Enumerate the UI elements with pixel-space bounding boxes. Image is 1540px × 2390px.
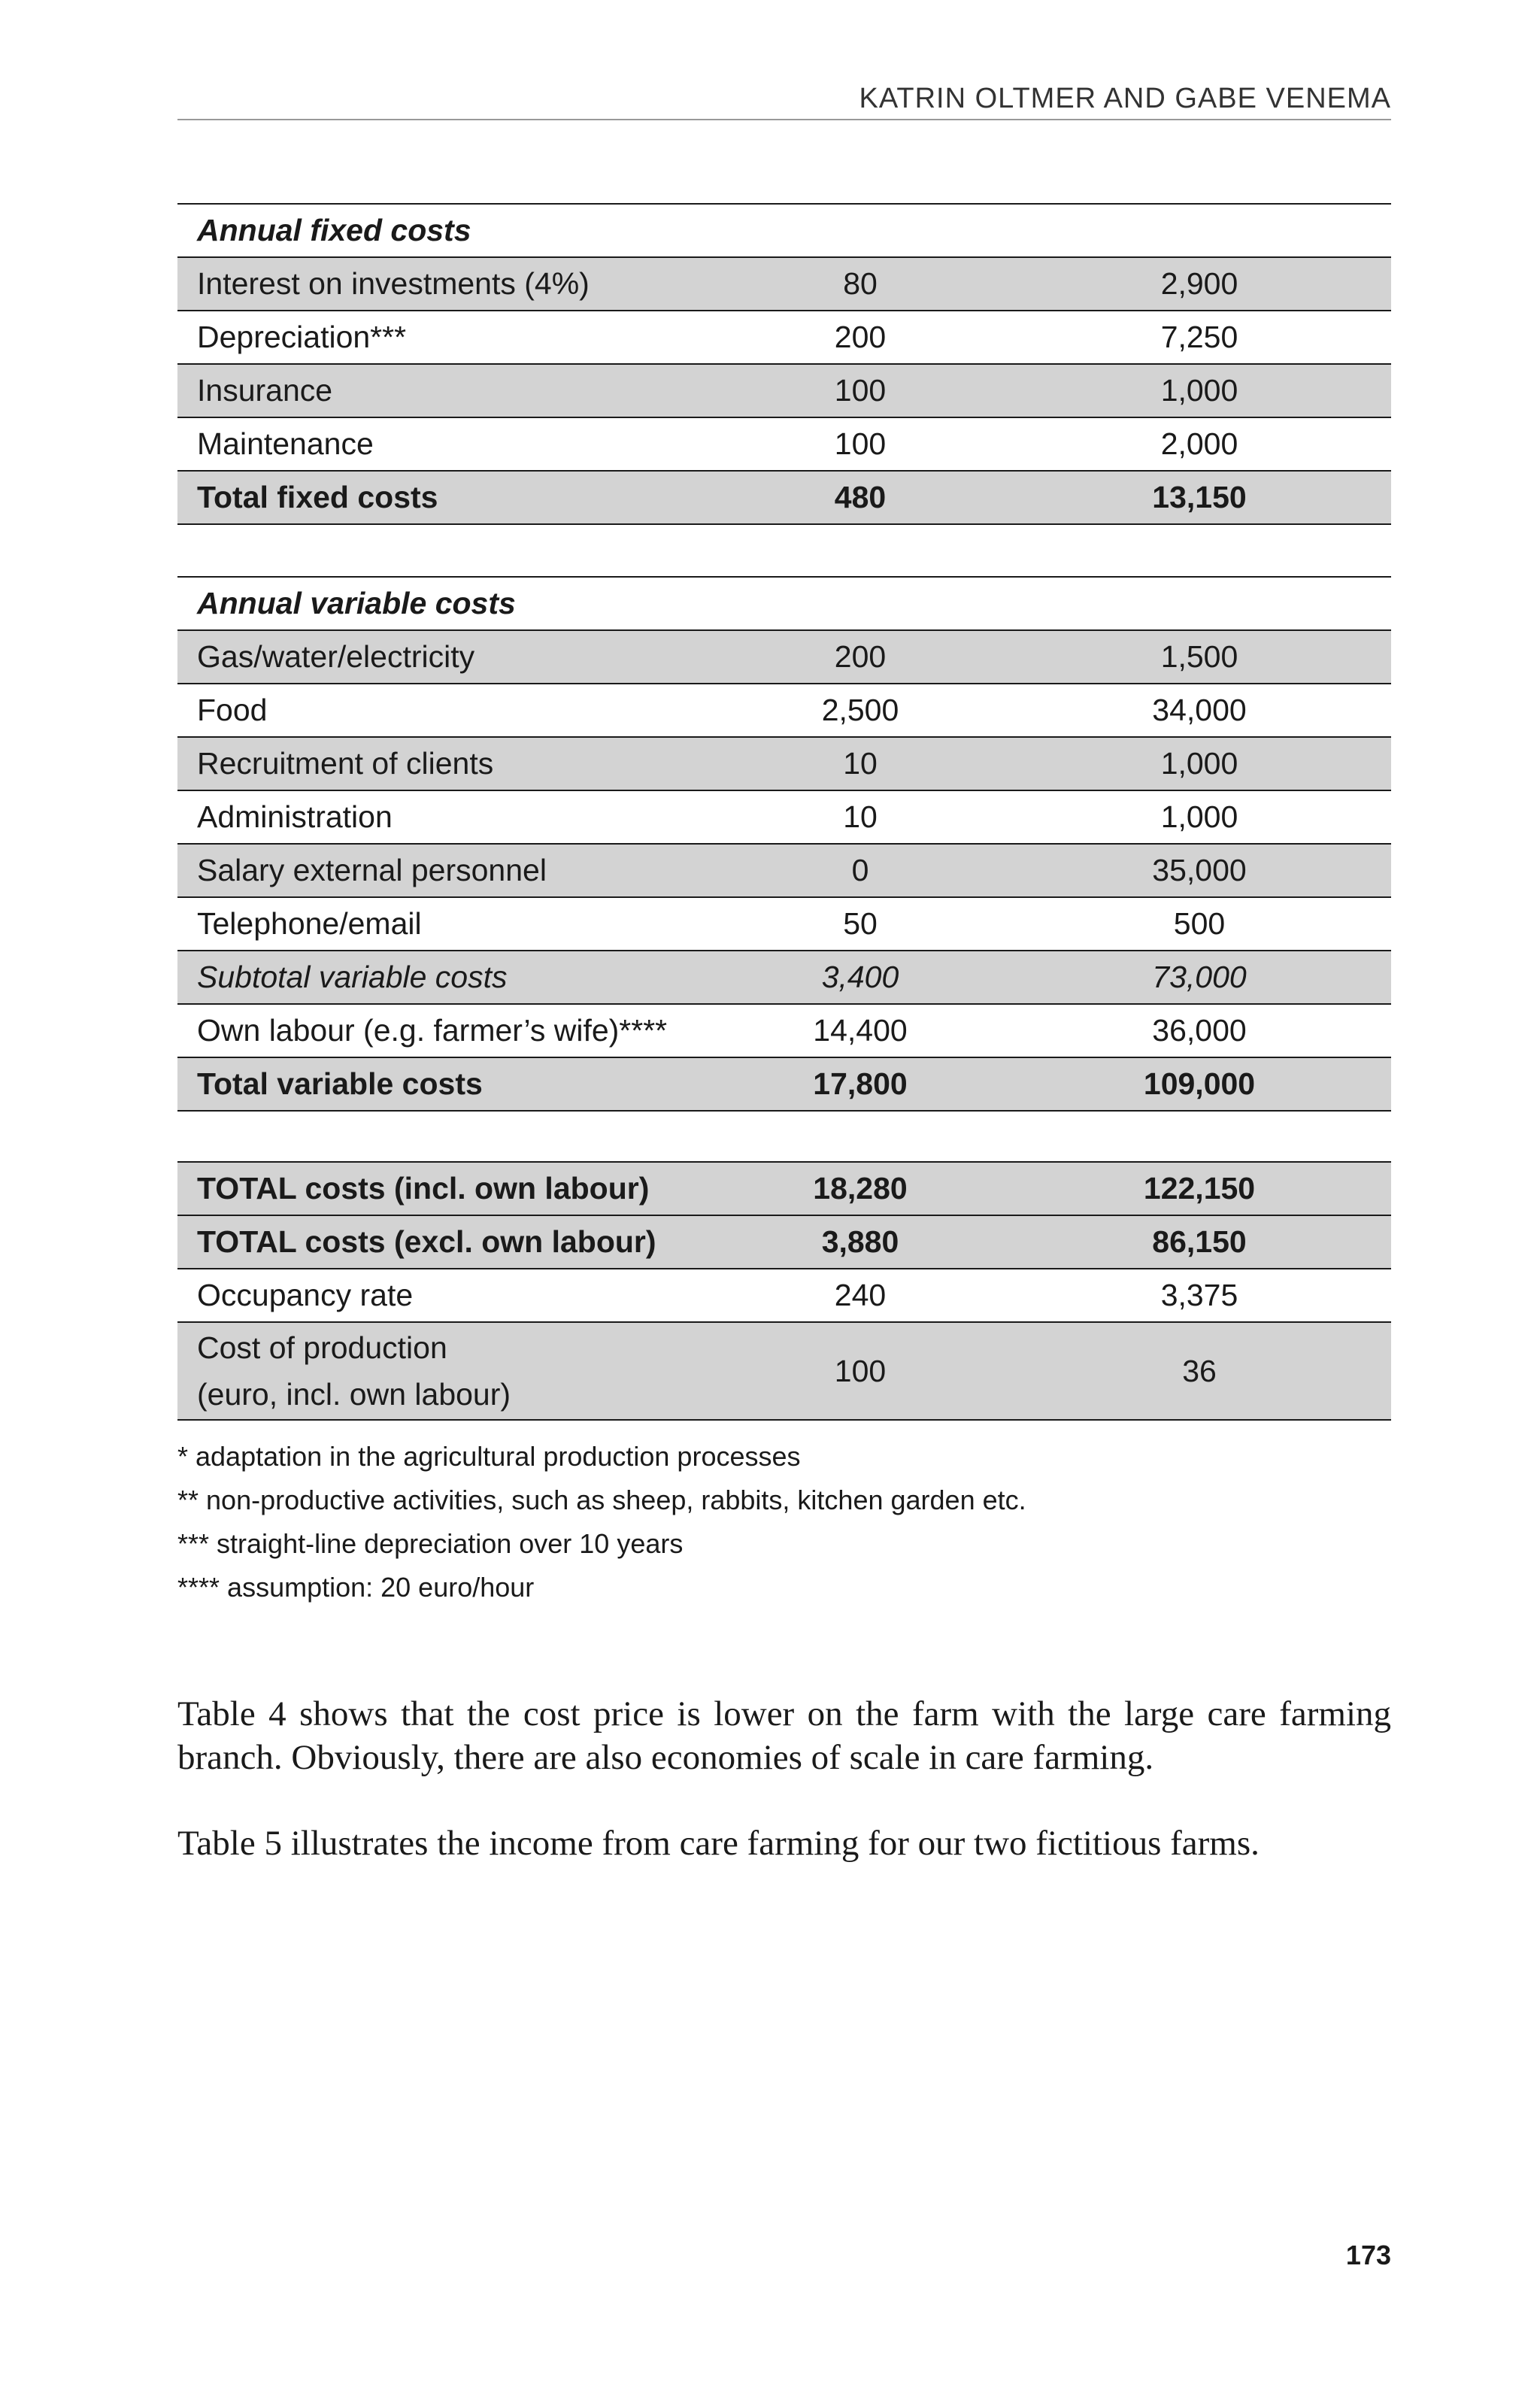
table-section-heading — [177, 204, 1391, 257]
small-farm-value: 480 — [713, 471, 1008, 524]
table-subtotal-row — [177, 951, 1391, 1004]
small-farm-value: 10 — [713, 790, 1008, 844]
footnote: *** straight-line depreciation over 10 years — [177, 1528, 684, 1559]
row-label: Subtotal variable costs — [177, 951, 713, 1004]
row-label: Gas/water/electricity — [177, 630, 713, 684]
totals-table — [177, 1161, 1391, 1421]
large-farm-value: 86,150 — [1008, 1215, 1391, 1269]
table-row — [177, 311, 1391, 364]
large-farm-value: 35,000 — [1008, 844, 1391, 897]
small-farm-value: 14,400 — [713, 1004, 1008, 1057]
small-farm-value: 2,500 — [713, 684, 1008, 737]
page-number: 173 — [1345, 2240, 1391, 2270]
large-farm-value: 13,150 — [1008, 471, 1391, 524]
small-farm-value: 100 — [713, 417, 1008, 471]
large-farm-value: 2,900 — [1008, 257, 1391, 311]
large-farm-value: 36,000 — [1008, 1004, 1391, 1057]
row-label: Food — [177, 684, 713, 737]
table-row — [177, 1322, 1391, 1420]
table-total-row — [177, 1215, 1391, 1269]
table-row — [177, 364, 1391, 417]
footnote: * adaptation in the agricultural production processes — [177, 1441, 801, 1472]
large-farm-value: 3,375 — [1008, 1269, 1391, 1322]
variable-costs-table — [177, 576, 1391, 1112]
footnote: **** assumption: 20 euro/hour — [177, 1572, 535, 1603]
row-label: TOTAL costs (incl. own labour) — [177, 1162, 713, 1215]
table-row — [177, 417, 1391, 471]
table-row — [177, 684, 1391, 737]
running-head: KATRIN OLTMER AND GABE VENEMA — [859, 83, 1391, 114]
large-farm-value: 1,000 — [1008, 737, 1391, 790]
small-farm-value: 100 — [713, 364, 1008, 417]
table-row — [177, 1269, 1391, 1322]
table-total-row — [177, 1057, 1391, 1111]
small-farm-value: 50 — [713, 897, 1008, 951]
row-label: Total variable costs — [177, 1057, 713, 1111]
large-farm-value: 34,000 — [1008, 684, 1391, 737]
body-paragraph: Table 5 illustrates the income from care farming for our two fictitious farms. — [177, 1824, 1260, 1863]
row-label: Insurance — [177, 364, 713, 417]
small-farm-value: 10 — [713, 737, 1008, 790]
table-total-row — [177, 1162, 1391, 1215]
table-row — [177, 844, 1391, 897]
row-label — [177, 1322, 713, 1420]
small-farm-value: 0 — [713, 844, 1008, 897]
small-farm-value: 80 — [713, 257, 1008, 311]
table-footnotes — [177, 1435, 1391, 1609]
table-row — [177, 737, 1391, 790]
large-farm-value: 7,250 — [1008, 311, 1391, 364]
large-farm-value: 2,000 — [1008, 417, 1391, 471]
small-farm-value: 240 — [713, 1269, 1008, 1322]
large-farm-value: 1,500 — [1008, 630, 1391, 684]
table-row — [177, 630, 1391, 684]
large-farm-value: 36 — [1008, 1322, 1391, 1420]
row-label: Recruitment of clients — [177, 737, 713, 790]
small-farm-value: 3,880 — [713, 1215, 1008, 1269]
large-farm-value: 73,000 — [1008, 951, 1391, 1004]
large-farm-value: 1,000 — [1008, 790, 1391, 844]
small-farm-value: 200 — [713, 630, 1008, 684]
row-label: Salary external personnel — [177, 844, 713, 897]
row-label: TOTAL costs (excl. own labour) — [177, 1215, 713, 1269]
row-label: Telephone/email — [177, 897, 713, 951]
large-farm-value: 1,000 — [1008, 364, 1391, 417]
body-paragraph: Table 4 shows that the cost price is lower on the farm with the large care farming branch. Obviously, there are also economies of scale in care farming. — [177, 1694, 1391, 1777]
row-label-line: Cost of production — [197, 1330, 447, 1365]
row-label: Interest on investments (4%) — [177, 257, 713, 311]
table-row — [177, 897, 1391, 951]
small-farm-value: 3,400 — [713, 951, 1008, 1004]
table-row — [177, 257, 1391, 311]
header-rule — [177, 119, 1391, 120]
small-farm-value: 100 — [713, 1322, 1008, 1420]
small-farm-value: 17,800 — [713, 1057, 1008, 1111]
section-heading-label: Annual variable costs — [177, 577, 713, 630]
table-row — [177, 790, 1391, 844]
large-farm-value: 109,000 — [1008, 1057, 1391, 1111]
large-farm-value: 122,150 — [1008, 1162, 1391, 1215]
footnote: ** non-productive activities, such as sheep, rabbits, kitchen garden etc. — [177, 1485, 1026, 1515]
table-total-row — [177, 471, 1391, 524]
row-label-line: (euro, incl. own labour) — [197, 1377, 511, 1412]
row-label: Depreciation*** — [177, 311, 713, 364]
row-label: Total fixed costs — [177, 471, 713, 524]
large-farm-value: 500 — [1008, 897, 1391, 951]
section-heading-label: Annual fixed costs — [177, 204, 713, 257]
row-label: Maintenance — [177, 417, 713, 471]
row-label: Own labour (e.g. farmer’s wife)**** — [177, 1004, 713, 1057]
fixed-costs-table — [177, 203, 1391, 525]
small-farm-value: 18,280 — [713, 1162, 1008, 1215]
row-label: Administration — [177, 790, 713, 844]
table-row — [177, 1004, 1391, 1057]
table-section-heading — [177, 577, 1391, 630]
small-farm-value: 200 — [713, 311, 1008, 364]
row-label: Occupancy rate — [177, 1269, 713, 1322]
